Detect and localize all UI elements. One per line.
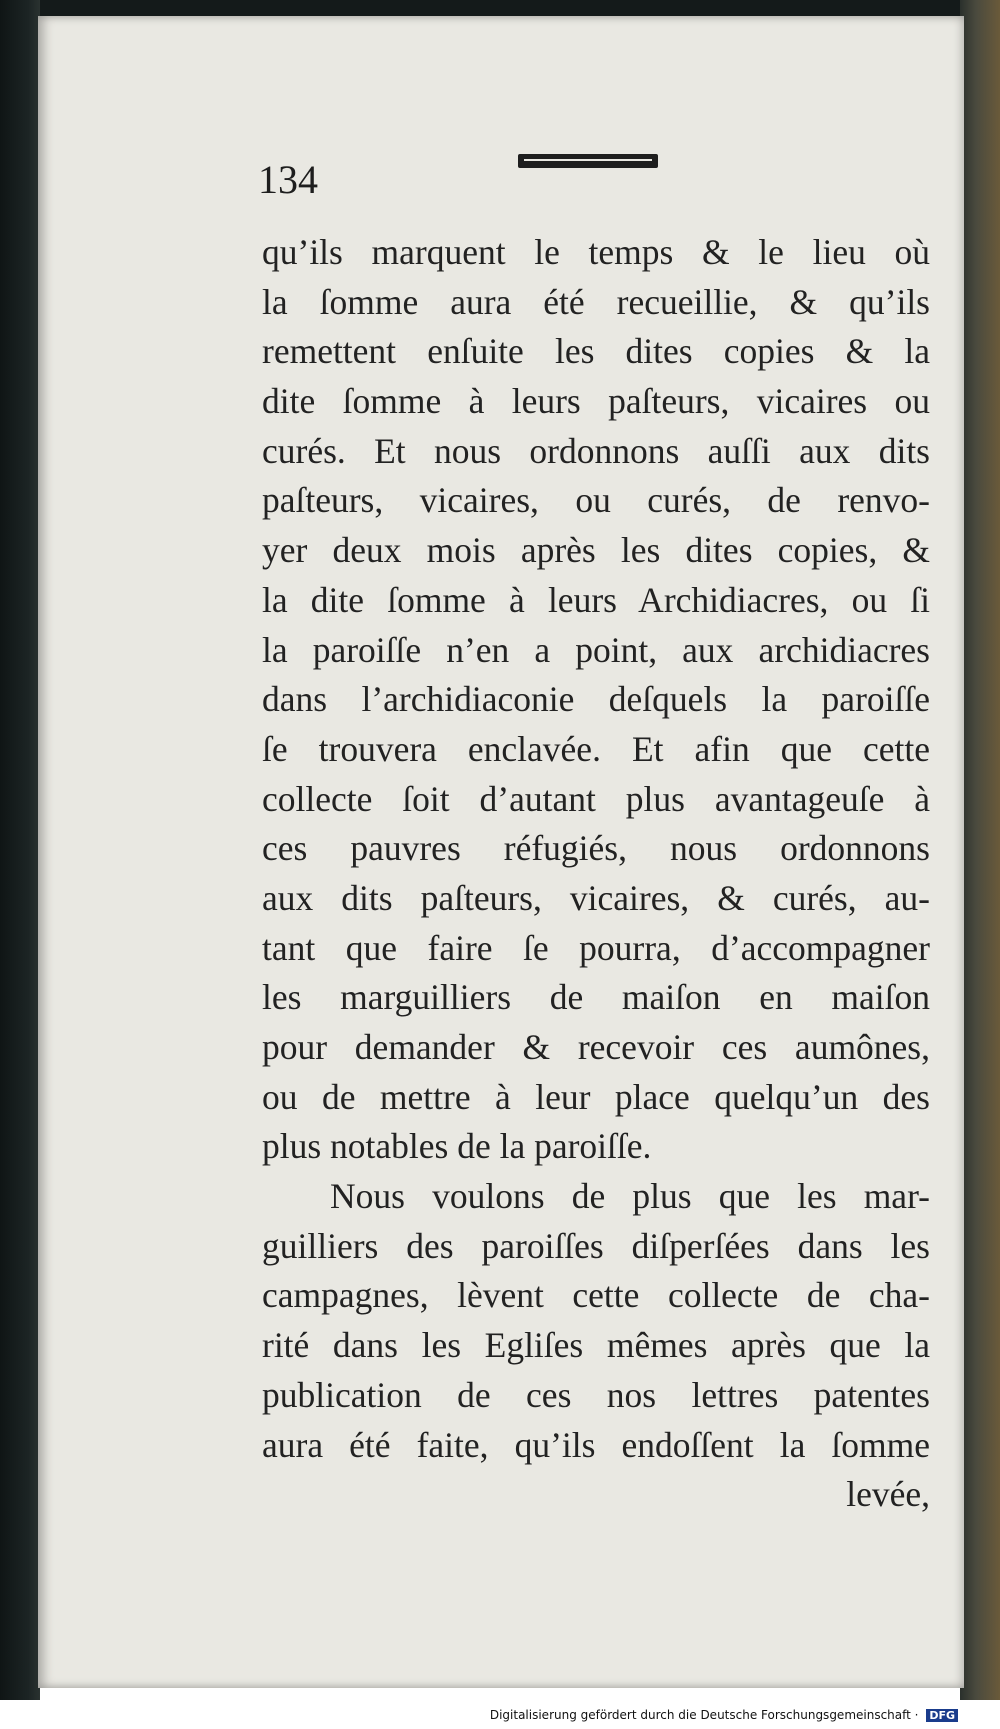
funding-credit bbox=[490, 1708, 958, 1722]
header-ornament bbox=[518, 154, 658, 168]
text-line: aux dits paſteurs, vicaires, & curés, au- bbox=[262, 877, 930, 918]
book-edge-top bbox=[0, 0, 1000, 16]
dfg-logo: DFG bbox=[926, 1709, 958, 1722]
text-line: Nous voulons de plus que les mar- bbox=[330, 1176, 930, 1217]
text-line: campagnes, lèvent cette collecte de cha- bbox=[262, 1275, 930, 1316]
text-line: les marguilliers de maiſon en maiſon bbox=[262, 977, 930, 1018]
text-line: remettent enſuite les dites copies & la bbox=[262, 331, 930, 372]
text-line: tant que faire ſe pourra, d’accompagner bbox=[262, 927, 930, 968]
text-line: ou de mettre à leur place quelqu’un des bbox=[262, 1076, 930, 1117]
text-line: collecte ſoit d’autant plus avantageuſe à bbox=[262, 778, 930, 819]
funding-credit-text: Digitalisierung gefördert durch die Deutsche Forschungsgemeinschaft · bbox=[489, 1708, 919, 1722]
text-line: la ſomme aura été recueillie, & qu’ils bbox=[262, 281, 930, 322]
text-line: plus notables de la paroiſſe. bbox=[262, 1126, 652, 1167]
text-line: ſe trouvera enclavée. Et afin que cette bbox=[262, 728, 930, 769]
text-line: aura été faite, qu’ils endoſſent la ſomme bbox=[262, 1424, 930, 1465]
text-line: guilliers des paroiſſes diſperſées dans les bbox=[262, 1225, 930, 1266]
book-edge-right bbox=[960, 0, 1000, 1700]
text-line: rité dans les Egliſes mêmes après que la bbox=[262, 1325, 930, 1366]
page-text bbox=[262, 228, 930, 1520]
catchword: levée, bbox=[846, 1474, 930, 1515]
text-line: qu’ils marquent le temps & le lieu où bbox=[262, 232, 930, 272]
text-line: dans l’archidiaconie deſquels la paroiſſe bbox=[262, 679, 930, 720]
text-line: ces pauvres réfugiés, nous ordonnons bbox=[262, 828, 930, 869]
text-line: pour demander & recevoir ces aumônes, bbox=[262, 1027, 930, 1067]
text-line: la paroiſſe n’en a point, aux archidiacres bbox=[262, 629, 930, 670]
text-line: curés. Et nous ordonnons auſſi aux dits bbox=[262, 430, 930, 471]
text-line: paſteurs, vicaires, ou curés, de renvo- bbox=[262, 480, 930, 521]
text-line: yer deux mois après les dites copies, & bbox=[262, 530, 930, 571]
text-line: dite ſomme à leurs paſteurs, vicaires ou bbox=[262, 381, 930, 422]
text-line: la dite ſomme à leurs Archidiacres, ou ſi bbox=[262, 579, 930, 620]
book-spine-left bbox=[0, 0, 40, 1700]
page-number: 134 bbox=[258, 157, 318, 202]
text-line: publication de ces nos lettres patentes bbox=[262, 1374, 930, 1415]
